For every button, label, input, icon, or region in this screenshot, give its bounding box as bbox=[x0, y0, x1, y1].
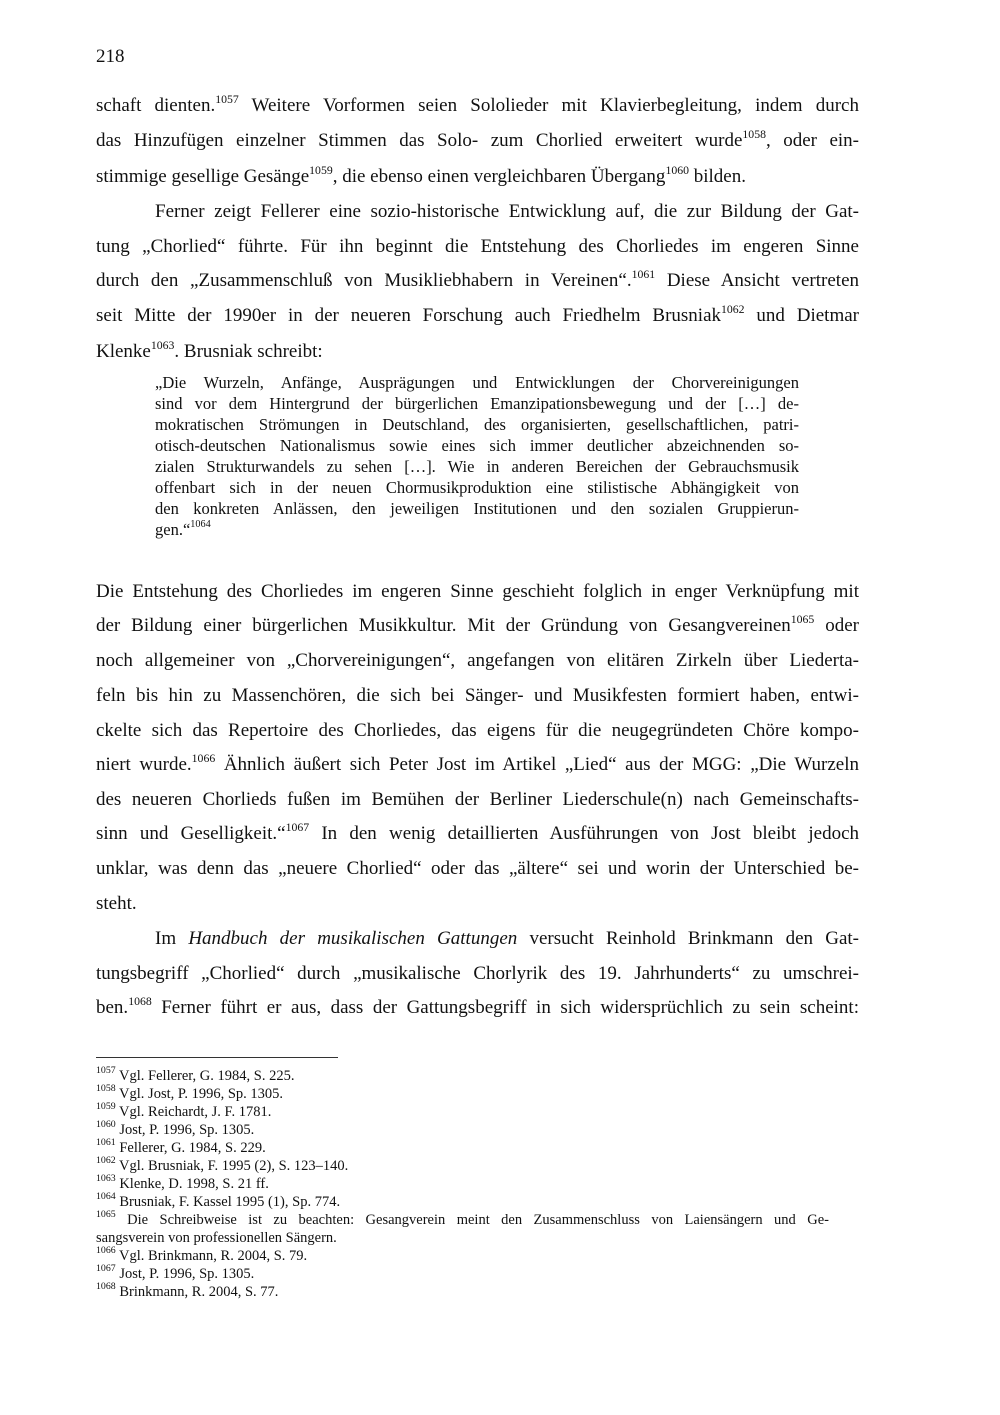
body-line: durch den „Zusammenschluß von Musikliebhabern in Vereinen“.$^{1061}$ Diese Ansicht vertreten bbox=[96, 267, 859, 291]
footnote: $^{1060}$ Jost, P. 1996, Sp. 1305. bbox=[96, 1119, 255, 1138]
footnote-ref[interactable]: 1059 bbox=[309, 163, 333, 177]
body-line: noch allgemeiner von „Chorvereinigungen“, angefangen von elitären Zirkeln über Liederta- bbox=[96, 650, 859, 671]
quote-line: offenbart sich in der neuen Chormusikproduktion eine stilistische Abhängigkeit von bbox=[155, 478, 799, 497]
quote-line: sind vor dem Hintergrund der bürgerlichen Emanzipationsbewegung und der […] de- bbox=[155, 394, 799, 413]
body-line: steht. bbox=[96, 893, 137, 914]
quote-line: zialen Strukturwandels zu sehen […]. Wie in anderen Bereichen der Gebrauchsmusik bbox=[155, 457, 799, 476]
body-line: sinn und Geselligkeit.“$^{1067}$ In den wenig detaillierten Ausführungen von Jost bleibt jedoch bbox=[96, 820, 859, 844]
footnote: $^{1068}$ Brinkmann, R. 2004, S. 77. bbox=[96, 1281, 279, 1300]
book-title: Handbuch der musikalischen Gattungen bbox=[188, 928, 518, 949]
footnote: $^{1066}$ Vgl. Brinkmann, R. 2004, S. 79. bbox=[96, 1245, 308, 1264]
footnote: $^{1062}$ Vgl. Brusniak, F. 1995 (2), S. 123–140. bbox=[96, 1155, 349, 1174]
footnote: $^{1063}$ Klenke, D. 1998, S. 21 ff. bbox=[96, 1173, 269, 1192]
footnote: $^{1058}$ Vgl. Jost, P. 1996, Sp. 1305. bbox=[96, 1083, 284, 1102]
body-line: Klenke$^{1063}$. Brusniak schreibt: bbox=[96, 338, 323, 362]
body-line: seit Mitte der 1990er in der neueren Forschung auch Friedhelm Brusniak$^{1062}$ und Dietmar bbox=[96, 302, 859, 326]
body-line: das Hinzufügen einzelner Stimmen das Solo- zum Chorlied erweitert wurde$^{1058}$, oder ein- bbox=[96, 127, 859, 151]
footnote: $^{1057}$ Vgl. Fellerer, G. 1984, S. 225. bbox=[96, 1065, 295, 1084]
footnote: $^{1065}$ Die Schreibweise ist zu beachten: Gesangverein meint den Zusammenschluss von Laiensängern und Ge- bbox=[96, 1209, 829, 1228]
quote-line: „Die Wurzeln, Anfänge, Ausprägungen und Entwicklungen der Chorvereinigungen bbox=[155, 373, 799, 392]
footnote-ref[interactable]: 1066 bbox=[191, 751, 216, 765]
quote-line: gen.“$^{1064}$ bbox=[155, 519, 211, 539]
footnote-ref[interactable]: 1065 bbox=[790, 612, 815, 626]
quote-line: otisch-deutschen Nationalismus sowie eines sich immer deutlicher abzeichnenden so- bbox=[155, 436, 799, 455]
body-line: tungsbegriff „Chorlied“ durch „musikalische Chorlyrik des 19. Jahrhunderts“ zu umschrei- bbox=[96, 963, 859, 984]
body-line: unklar, was denn das „neuere Chorlied“ oder das „ältere“ sei und worin der Unterschied be- bbox=[96, 858, 859, 879]
body-line: des neueren Chorlieds fußen im Bemühen der Berliner Liederschule(n) nach Gemeinschafts- bbox=[96, 789, 859, 810]
body-line: stimmige gesellige Gesänge$^{1059}$, die ebenso einen vergleichbaren Übergang$^{1060}$ bilden. bbox=[96, 163, 746, 187]
body-line: tung „Chorlied“ führte. Für ihn beginnt die Entstehung des Chorliedes im engeren Sinne bbox=[96, 236, 859, 257]
page-number: 218 bbox=[96, 46, 125, 67]
footnote-continuation: sangsverein von professionellen Sängern. bbox=[96, 1230, 337, 1246]
quote-line: mokratischen Strömungen in Deutschland, des organisierten, gesellschaftlichen, patri- bbox=[155, 415, 799, 434]
body-line: Die Entstehung des Chorliedes im engeren Sinne geschieht folglich in enger Verknüpfung mit bbox=[96, 581, 859, 602]
body-line: Ferner zeigt Fellerer eine sozio-historische Entwicklung auf, die zur Bildung der Gat- bbox=[155, 201, 859, 222]
footnote-ref[interactable]: 1057 bbox=[215, 92, 239, 106]
body-line: ckelte sich das Repertoire des Chorliedes, das eigens für die neugegründeten Chöre kompo- bbox=[96, 720, 859, 741]
body-line: Im Handbuch der musikalischen Gattungen versucht Reinhold Brinkmann den Gat- bbox=[155, 928, 859, 949]
footnote-ref[interactable]: 1068 bbox=[128, 994, 152, 1008]
footnote-separator bbox=[96, 1057, 338, 1058]
footnote-ref[interactable]: 1062 bbox=[721, 302, 745, 316]
body-line: schaft dienten.$^{1057}$ Weitere Vorformen seien Sololieder mit Klavierbegleitung, indem durch bbox=[96, 92, 859, 116]
body-line: ben.$^{1068}$ Ferner führt er aus, dass der Gattungsbegriff in sich widersprüchlich zu sein scheint: bbox=[96, 994, 859, 1018]
footnote: $^{1064}$ Brusniak, F. Kassel 1995 (1), Sp. 774. bbox=[96, 1191, 341, 1210]
body-line: feln bis hin zu Massenchören, die sich bei Sänger- und Musikfesten formiert haben, entwi- bbox=[96, 685, 859, 706]
quote-line: den konkreten Anlässen, den jeweiligen Institutionen und den sozialen Gruppierun- bbox=[155, 499, 799, 518]
footnote: $^{1067}$ Jost, P. 1996, Sp. 1305. bbox=[96, 1263, 255, 1282]
footnote: $^{1061}$ Fellerer, G. 1984, S. 229. bbox=[96, 1137, 266, 1156]
body-line: der Bildung einer bürgerlichen Musikkultur. Mit der Gründung von Gesangvereinen$^{1065}$ oder bbox=[96, 612, 859, 636]
footnote-ref[interactable]: 1058 bbox=[742, 127, 766, 141]
footnote-ref[interactable]: 1063 bbox=[150, 338, 175, 352]
footnote: $^{1059}$ Vgl. Reichardt, J. F. 1781. bbox=[96, 1101, 272, 1120]
body-line: niert wurde.$^{1066}$ Ähnlich äußert sich Peter Jost im Artikel „Lied“ aus der MGG: „Die Wurzeln bbox=[96, 751, 859, 775]
footnote-ref[interactable]: 1061 bbox=[631, 267, 656, 281]
footnote-ref[interactable]: 1064 bbox=[190, 519, 211, 531]
footnote-ref[interactable]: 1060 bbox=[665, 163, 689, 177]
footnote-ref[interactable]: 1067 bbox=[285, 820, 310, 834]
